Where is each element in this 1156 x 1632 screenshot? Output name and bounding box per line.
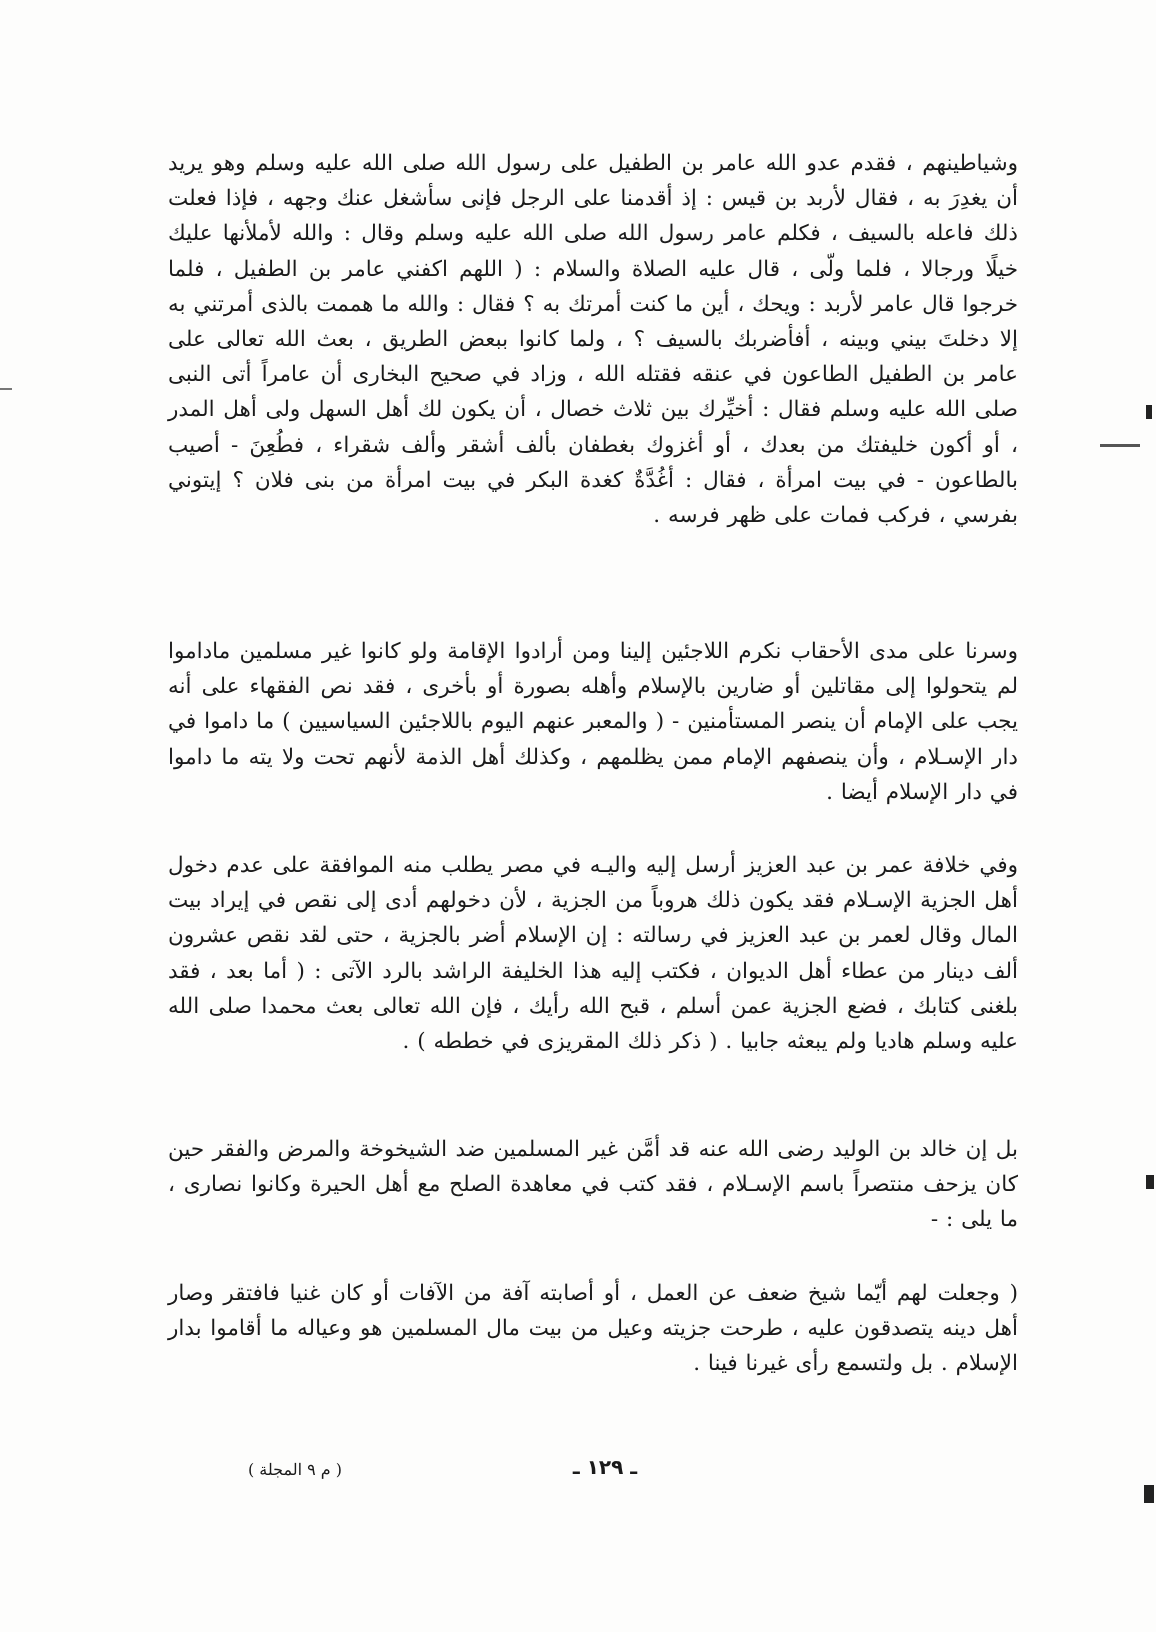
- paragraph-4: [168, 1132, 1018, 1238]
- paragraph-text: وفي خلافة عمر بن عبد العزيز أرسل إليه واليـه في مصر يطلب منه الموافقة على عدم دخول أهل الجزية الإسـلام فقد يكون ذلك هروباً من الجزية ، لأن دخولهم أدى إلى نقص في إيراد بيت المال وقال لعمر بن عبد العزيز في رسالته : إن الإسلام أضر بالجزية ، حتى لقد نقص عشرون ألف دينار من عطاء أهل الديوان ، فكتب إليه هذا الخليفة الراشد بالرد الآتى : ( أما بعد ، فقد بلغنى كتابك ، فضع الجزية عمن أسلم ، قبح الله رأيك ، فإن الله تعالى بعث محمدا صلى الله عليه وسلم هاديا ولم يبعثه جابيا . ( ذكر ذلك المقريزى في خططه ) .: [168, 853, 1018, 1055]
- paragraph-2: [168, 634, 1018, 810]
- scan-artifact: [1100, 444, 1140, 447]
- scan-artifact: [1146, 1175, 1154, 1189]
- paragraph-text: بل إن خالد بن الوليد رضى الله عنه قد أمَّن غير المسلمين ضد الشيخوخة والمرض والفقر حين كان يزحف منتصراً باسم الإسـلام ، فقد كتب في معاهدة الصلح مع أهل الحيرة وكانوا نصارى ، ما يلى : -: [168, 1137, 1018, 1233]
- scan-artifact: [1146, 405, 1152, 419]
- paragraph-3: [168, 848, 1018, 1059]
- footer-signature: ( م ٩ المجلة ): [247, 1460, 343, 1479]
- scan-artifact: [1144, 1485, 1154, 1503]
- paragraph-1: [168, 146, 1018, 533]
- page-number: ـ ١٢٩ ـ: [572, 1455, 638, 1479]
- paragraph-text: وسرنا على مدى الأحقاب نكرم اللاجئين إلينا ومن أرادوا الإقامة ولو كانوا غير مسلمين ماداموا لم يتحولوا إلى مقاتلين أو ضارين بالإسلام وأهله بصورة أو بأخرى ، فقد نص الفقهاء على أنه يجب على الإمام أن ينصر المستأمنين - ( والمعبر عنهم اليوم باللاجئين السياسيين ) ما داموا في دار الإسـلام ، وأن ينصفهم الإمام ممن يظلمهم ، وكذلك أهل الذمة لأنهم تحت ولا يته ما داموا في دار الإسلام أيضا .: [168, 639, 1018, 805]
- scan-artifact: [0, 388, 12, 390]
- paragraph-5: [168, 1276, 1018, 1382]
- paragraph-text: وشياطينهم ، فقدم عدو الله عامر بن الطفيل على رسول الله صلى الله عليه وسلم وهو يريد أن يغدِرَ به ، فقال لأربد بن قيس : إذ أقدمنا على الرجل فإنى سأشغل عنك وجهه ، فإذا فعلت ذلك فاعله بالسيف ، فكلم عامر رسول الله صلى الله عليه وسلم وقال : والله لأملأنها عليك خيلًا ورجالا ، فلما ولّى ، قال عليه الصلاة والسلام : ( اللهم اكفني عامر بن الطفيل ، فلما خرجوا قال عامر لأربد : ويحك ، أين ما كنت أمرتك به ؟ فقال : والله ما هممت بالذى أمرتني به إلا دخلتَ بيني وبينه ، أفأضربك بالسيف ؟ ، ولما كانوا ببعض الطريق ، بعث الله تعالى على عامر بن الطفيل الطاعون في عنقه فقتله الله ، وزاد في صحيح البخارى أن عامراً أتى النبى صلى الله عليه وسلم فقال : أخيِّرك بين ثلاث خصال ، أن يكون لك أهل السهل ولى أهل المدر ، أو أكون خليفتك من بعدك ، أو أغزوك بغطفان بألف أشقر وألف شقراء ، فطُعِنَ - أصيب بالطاعون - في بيت امرأة ، فقال : أغُدَّةٌ كغدة البكر في بيت امرأة من بنى فلان ؟ إيتوني بفرسي ، فركب فمات على ظهر فرسه .: [168, 151, 1018, 529]
- paragraph-text: ( وجعلت لهم أيّما شيخ ضعف عن العمل ، أو أصابته آفة من الآفات أو كان غنيا فافتقر وصار أهل دينه يتصدقون عليه ، طرحت جزيته وعيل من بيت مال المسلمين هو وعياله ما أقاموا بدار الإسلام . بل ولتسمع رأى غيرنا فينا .: [168, 1281, 1018, 1377]
